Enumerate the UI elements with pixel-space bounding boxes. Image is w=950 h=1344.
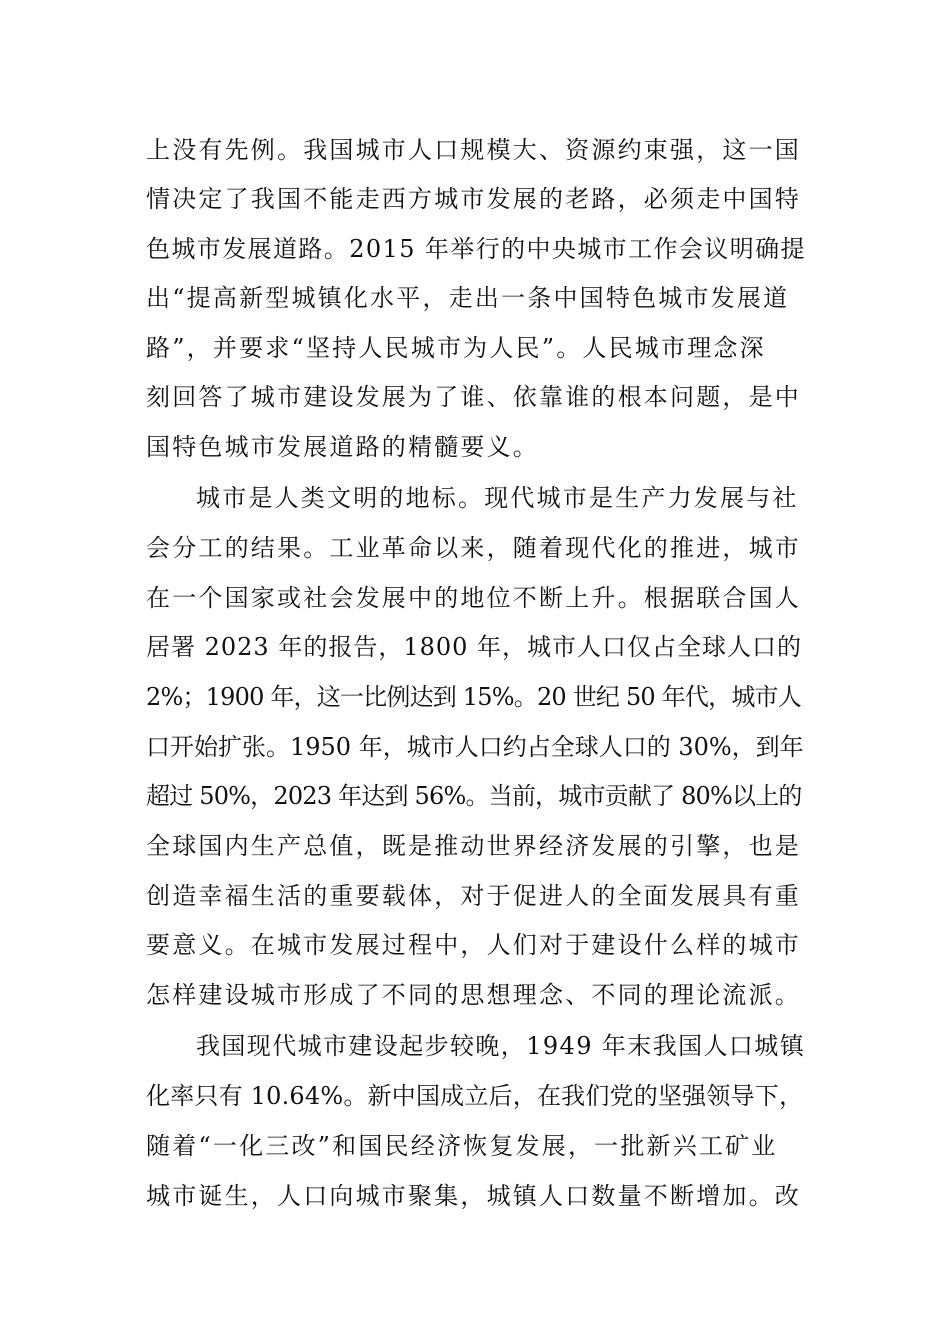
text-line: 居署 2023 年的报告，1800 年，城市人口仅占全球人口的 bbox=[146, 633, 803, 661]
paragraph-first-line: 城市是人类文明的地标。现代城市是生产力发展与社 bbox=[196, 484, 799, 512]
text-line: 2%；1900 年，这一比例达到 15%。20 世纪 50 年代，城市人 bbox=[146, 683, 801, 711]
text-line: 情决定了我国不能走西方城市发展的老路，必须走中国特 bbox=[146, 185, 801, 213]
text-line: 路”，并要求“坚持人民城市为人民”。人民城市理念深 bbox=[146, 334, 766, 362]
text-line: 国特色城市发展道路的精髓要义。 bbox=[146, 433, 539, 461]
text-line: 要意义。在城市发展过程中，人们对于建设什么样的城市 bbox=[146, 931, 801, 959]
text-line: 出“提高新型城镇化水平，走出一条中国特色城市发展道 bbox=[146, 284, 790, 312]
text-line: 全球国内生产总值，既是推动世界经济发展的引擎，也是 bbox=[146, 832, 801, 860]
text-line: 会分工的结果。工业革命以来，随着现代化的推进，城市 bbox=[146, 534, 801, 562]
text-line: 超过 50%，2023 年达到 56%。当前，城市贡献了 80%以上的 bbox=[146, 782, 802, 810]
text-line: 在一个国家或社会发展中的地位不断上升。根据联合国人 bbox=[146, 584, 801, 612]
text-line: 口开始扩张。1950 年，城市人口约占全球人口的 30%，到年 bbox=[146, 733, 804, 761]
paragraph-first-line: 我国现代城市建设起步较晚，1949 年末我国人口城镇 bbox=[196, 1032, 806, 1060]
text-line: 上没有先例。我国城市人口规模大、资源约束强，这一国 bbox=[146, 136, 801, 164]
text-line: 随着“一化三改”和国民经济恢复发展，一批新兴工矿业 bbox=[146, 1132, 778, 1160]
text-line: 怎样建设城市形成了不同的思想理念、不同的理论流派。 bbox=[146, 981, 801, 1009]
text-line: 刻回答了城市建设发展为了谁、依靠谁的根本问题，是中 bbox=[146, 383, 801, 411]
text-line: 创造幸福生活的重要载体，对于促进人的全面发展具有重 bbox=[146, 882, 801, 910]
text-line: 色城市发展道路。2015 年举行的中央城市工作会议明确提 bbox=[146, 235, 806, 263]
text-line: 城市诞生，人口向城市聚集，城镇人口数量不断增加。改 bbox=[146, 1182, 801, 1210]
text-line: 化率只有 10.64%。新中国成立后，在我们党的坚强领导下， bbox=[146, 1082, 804, 1110]
